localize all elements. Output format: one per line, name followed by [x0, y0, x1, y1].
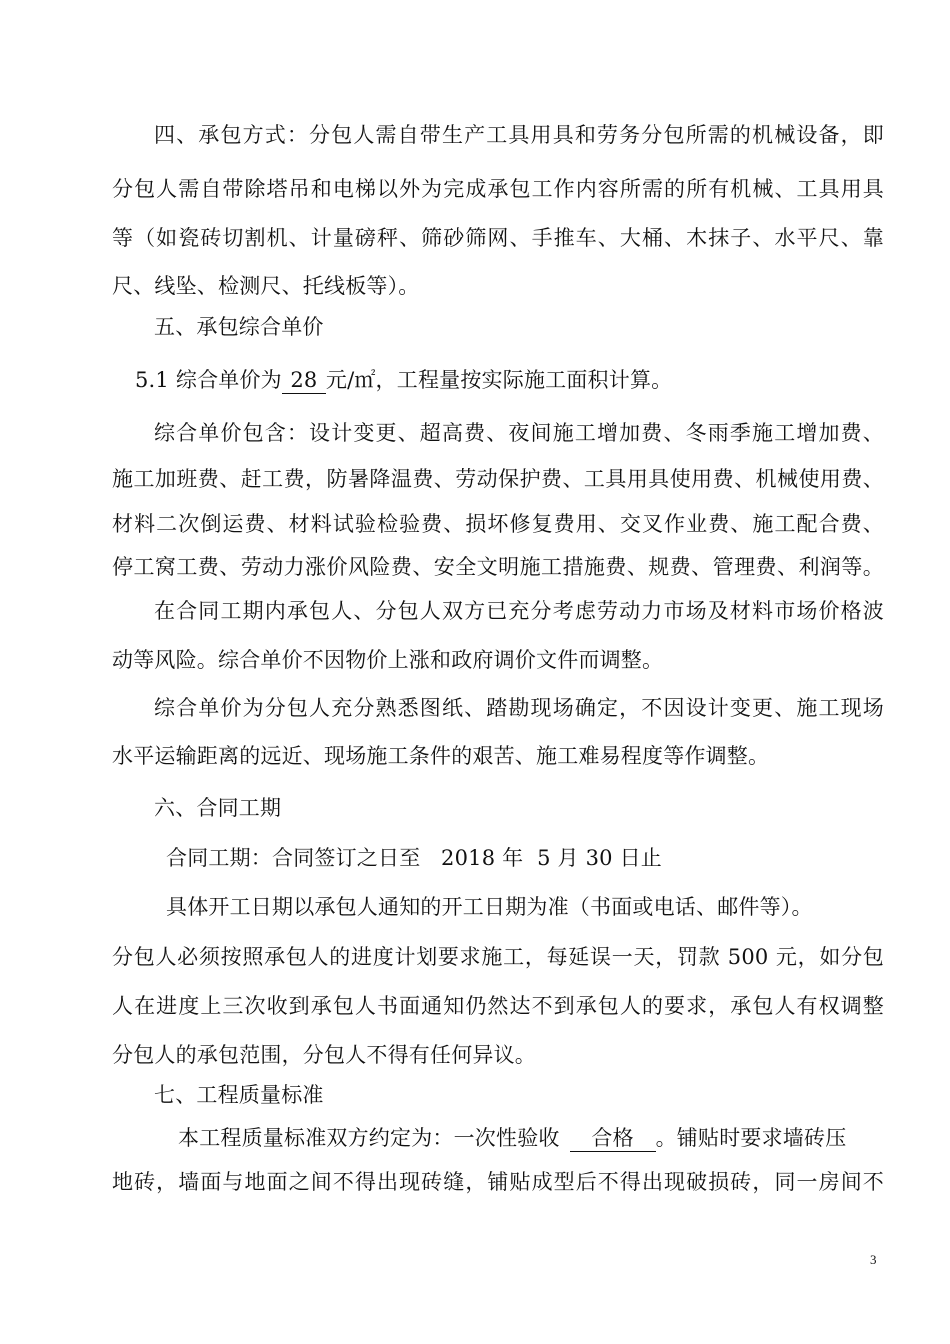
- unit-price-value: 28: [282, 367, 326, 394]
- paragraph-line: 动等风险。综合单价不因物价上涨和政府调价文件而调整。: [112, 648, 664, 672]
- paragraph-line: 在合同工期内承包人、分包人双方已充分考虑劳动力市场及材料市场价格波: [154, 599, 884, 623]
- quality-standard-line: [178, 1124, 950, 1152]
- paragraph-line: 地砖，墙面与地面之间不得出现砖缝，铺贴成型后不得出现破损砖，同一房间不: [112, 1170, 884, 1194]
- unit-price-note: 元/㎡，工程量按实际施工面积计算。: [325, 368, 673, 392]
- paragraph-line: 具体开工日期以承包人通知的开工日期为准（书面或电话、邮件等）。: [166, 895, 813, 919]
- contract-period-line: 合同工期：合同签订之日至 2018 年 5 月 30 日止: [166, 846, 663, 870]
- paragraph-line: 人在进度上三次收到承包人书面通知仍然达不到承包人的要求，承包人有权调整: [112, 994, 884, 1018]
- paragraph-line: 四、承包方式：分包人需自带生产工具用具和劳务分包所需的机械设备，即: [154, 123, 884, 147]
- paragraph-line: 材料二次倒运费、材料试验检验费、损坏修复费用、交叉作业费、施工配合费、: [112, 512, 884, 536]
- quality-standard-label: 本工程质量标准双方约定为：一次性验收: [178, 1126, 560, 1150]
- paragraph-line: 综合单价包含：设计变更、超高费、夜间施工增加费、冬雨季施工增加费、: [154, 421, 884, 445]
- page-number: 3: [870, 1252, 877, 1267]
- paragraph-line: 综合单价为分包人充分熟悉图纸、踏勘现场确定，不因设计变更、施工现场: [154, 696, 884, 720]
- paragraph-line: 尺、线坠、检测尺、托线板等）。: [112, 274, 420, 298]
- paragraph-line: 等（如瓷砖切割机、计量磅秤、筛砂筛网、手推车、大桶、木抹子、水平尺、靠: [112, 226, 884, 250]
- section-heading: 五、承包综合单价: [154, 315, 324, 339]
- paragraph-line: 分包人的承包范围，分包人不得有任何异议。: [112, 1043, 536, 1067]
- unit-price-line: [135, 366, 907, 394]
- paragraph-line: 分包人必须按照承包人的进度计划要求施工，每延误一天，罚款 500 元，如分包: [112, 945, 884, 969]
- section-heading: 七、工程质量标准: [154, 1083, 324, 1107]
- paragraph-line: 停工窝工费、劳动力涨价风险费、安全文明施工措施费、规费、管理费、利润等。: [112, 555, 884, 579]
- quality-grade-value: 合格: [570, 1125, 656, 1152]
- paragraph-line: 分包人需自带除塔吊和电梯以外为完成承包工作内容所需的所有机械、工具用具: [112, 177, 884, 201]
- paragraph-line: 施工加班费、赶工费，防暑降温费、劳动保护费、工具用具使用费、机械使用费、: [112, 467, 884, 491]
- unit-price-label: 5.1 综合单价为: [135, 368, 282, 392]
- paragraph-line: 水平运输距离的远近、现场施工条件的艰苦、施工难易程度等作调整。: [112, 744, 770, 768]
- quality-standard-note: 。铺贴时要求墙砖压: [655, 1126, 847, 1150]
- section-heading: 六、合同工期: [154, 796, 282, 820]
